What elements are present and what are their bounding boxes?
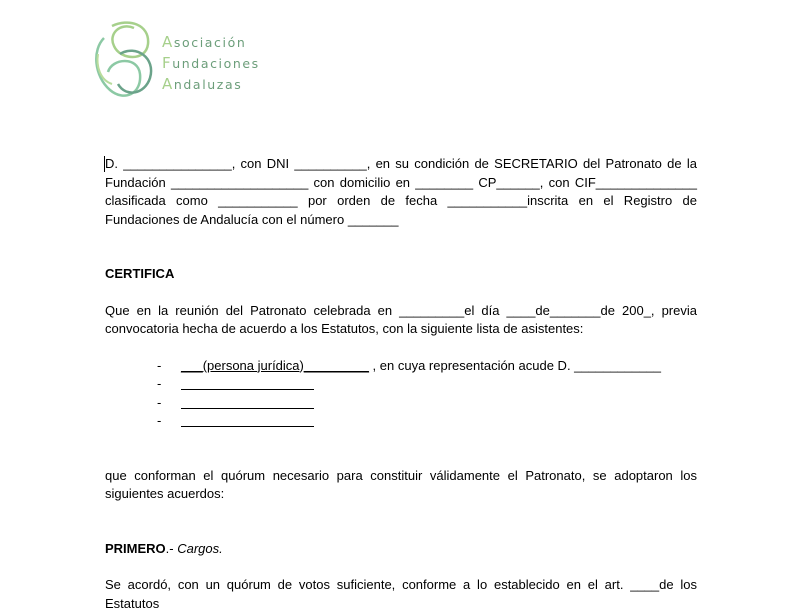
list-item: - ___(persona jurídica)_________ , en cuya representación acude D. ____________	[157, 357, 661, 373]
document-body[interactable]	[105, 155, 697, 613]
primero-heading: PRIMERO.- Cargos.	[105, 540, 223, 556]
quorum-paragraph: que conforman el quórum necesario para constituir válidamente el Patronato, se adoptaron los siguientes acuerdos:	[105, 467, 697, 501]
attendee-list	[105, 357, 697, 431]
list-item: -	[105, 412, 697, 431]
text-cursor	[104, 156, 105, 172]
logo-text: Asociación Fundaciones Andaluzas	[162, 33, 260, 93]
list-item: -	[105, 394, 697, 413]
logo-rings-icon	[90, 14, 165, 106]
attendee-label: ___(persona jurídica)_________	[181, 357, 369, 373]
list-item: -	[105, 375, 697, 394]
acordo-paragraph: Se acordó, con un quórum de votos suficiente, conforme a lo establecido en el art. ____de los Estatutos	[105, 577, 697, 611]
intro-paragraph: D. _______________, con DNI __________, en su condición de SECRETARIO del Patronato de la Fundación ___________________ con domicilio en ________ CP______, con CIF______________ clasificada como ___________ por orden de fecha ___________inscrita en el Registro de Fundaciones de Andalucía con el número _______	[105, 156, 697, 227]
reunion-paragraph: Que en la reunión del Patronato celebrada en _________el día ____de_______de 200_, previa convocatoria hecha de acuerdo a los Estatutos, con la siguiente lista de asistentes:	[105, 302, 697, 336]
logo	[90, 14, 270, 106]
certifica-heading: CERTIFICA	[105, 266, 175, 281]
